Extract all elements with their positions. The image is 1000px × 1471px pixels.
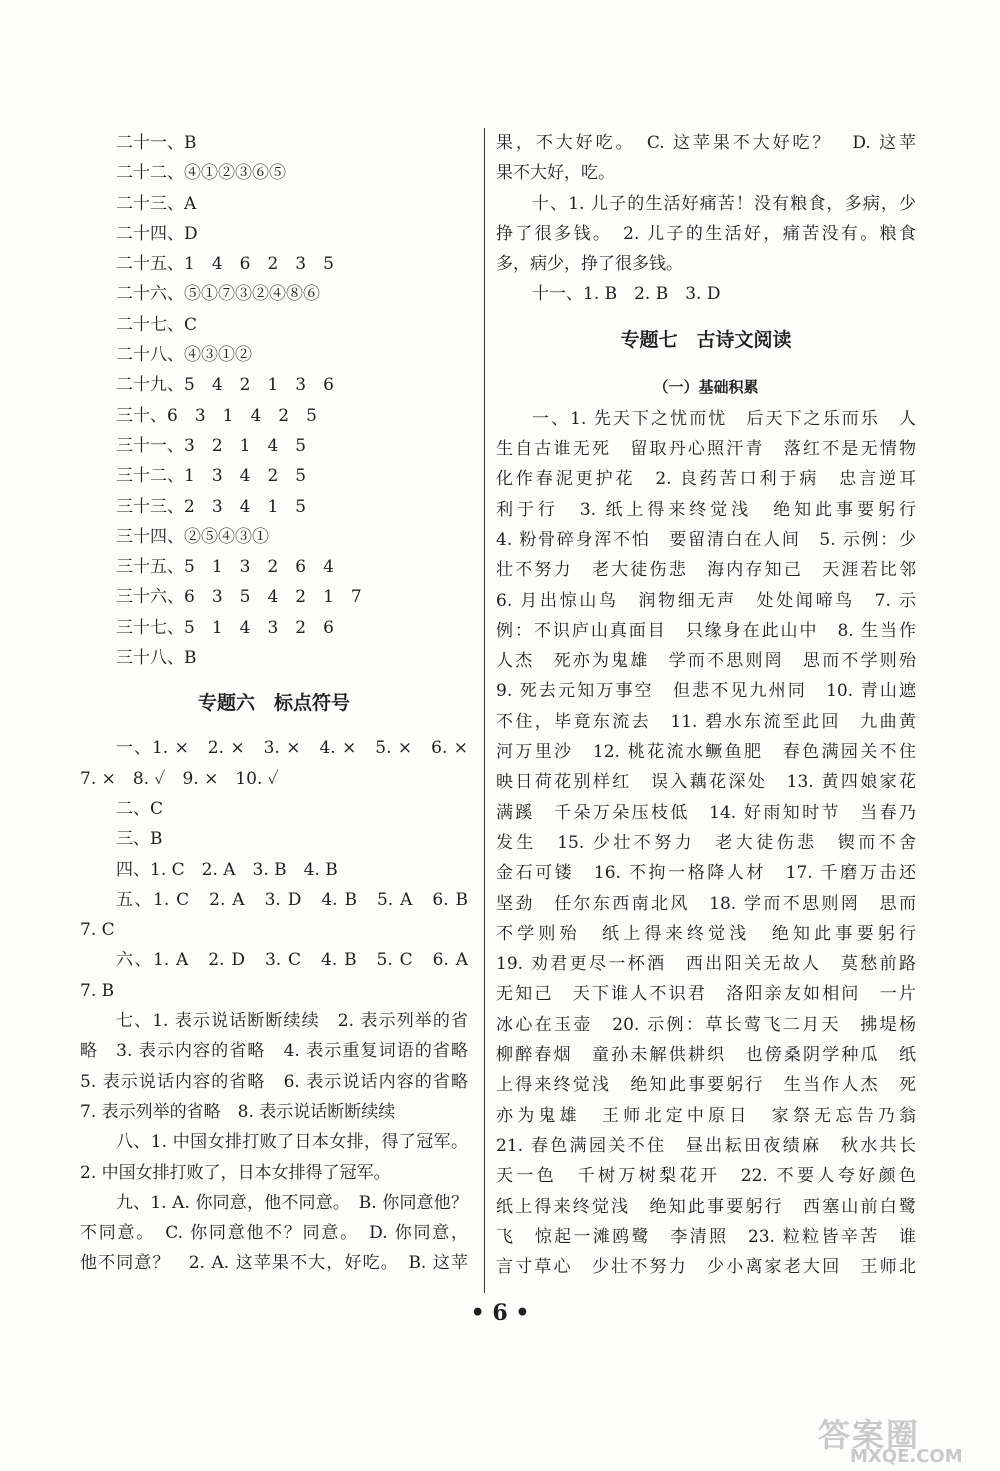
text-line: 利于行 3. 纸上得来终觉浅 绝知此事要躬行	[496, 499, 916, 520]
text-line: 略 3. 表示内容的省略 4. 表示重复词语的省略	[80, 1041, 468, 1062]
text-line: 九、1. A. 你同意，他不同意。 B. 你同意他？	[116, 1192, 468, 1213]
text-line: 9. 死去元知万事空 但悲不见九州同 10. 青山遮	[496, 681, 916, 702]
text-line: 不学则殆 纸上得来终觉浅 绝知此事要躬行	[496, 923, 916, 944]
text-line: 十、1. 儿子的生活好痛苦！没有粮食，多病，少	[532, 193, 916, 214]
text-line: 7. B	[80, 980, 115, 1001]
text-line: 七、1. 表示说话断断续续 2. 表示列举的省	[116, 1011, 468, 1032]
text-line: 金石可镂 16. 不拘一格降人材 17. 千磨万击还	[496, 863, 916, 884]
text-line: 满蹊 千朵万朵压枝低 14. 好雨知时节 当春乃	[496, 802, 916, 823]
text-line: 映日荷花别样红 误入藕花深处 13. 黄四娘家花	[496, 772, 916, 793]
text-line: 例：不识庐山真面目 只缘身在此山中 8. 生当作	[496, 620, 916, 641]
text-line: 五、1. C 2. A 3. D 4. B 5. A 6. B	[116, 889, 468, 910]
text-line: 亦为鬼雄 王师北定中原日 家祭无忘告乃翁	[496, 1105, 916, 1126]
text-line: 不住，毕竟东流去 11. 碧水东流至此回 九曲黄	[496, 711, 916, 732]
text-line: 人杰 死亦为鬼雄 学而不思则罔 思而不学则殆	[496, 651, 916, 672]
text-line: 化作春泥更护花 2. 良药苦口利于病 忠言逆耳	[496, 469, 916, 490]
text-line: 三十七、5 1 4 3 2 6	[116, 617, 334, 638]
text-line: 三十五、5 1 3 2 6 4	[116, 557, 334, 578]
page-number: • 6 •	[470, 1300, 530, 1326]
text-line: 飞 惊起一滩鸥鹭 李清照 23. 粒粒皆辛苦 谁	[496, 1226, 916, 1247]
text-line: 三十六、6 3 5 4 2 1 7	[116, 587, 362, 608]
text-line: 一、1. × 2. × 3. × 4. × 5. × 6. ×	[116, 738, 468, 759]
text-line: 四、1. C 2. A 3. B 4. B	[116, 859, 338, 880]
text-line: 他不同意？ 2. A. 这苹果不大，好吃。 B. 这苹	[80, 1253, 468, 1274]
watermark-logo: 答案圈	[818, 1416, 921, 1454]
text-line: 2. 中国女排打败了，日本女排得了冠军。	[80, 1162, 391, 1183]
text-line: 二十七、C	[116, 314, 198, 335]
text-line: 21. 春色满园关不住 昼出耘田夜绩麻 秋水共长	[496, 1135, 916, 1156]
text-line: 六、1. A 2. D 3. C 4. B 5. C 6. A	[116, 950, 468, 971]
right-column	[496, 128, 916, 1282]
text-line: 19. 劝君更尽一杯酒 西出阳关无故人 莫愁前路	[496, 954, 916, 975]
text-line: 生自古谁无死 留取丹心照汗青 落红不是无情物	[496, 439, 916, 460]
text-line: 三十八、B	[116, 648, 197, 669]
text-line: 二十五、1 4 6 2 3 5	[116, 254, 334, 275]
text-line: 发生 15. 少壮不努力 老大徒伤悲 锲而不舍	[496, 832, 916, 853]
section-heading: 专题七 古诗文阅读	[620, 328, 792, 351]
left-column	[80, 128, 468, 1279]
text-line: 三十三、2 3 4 1 5	[116, 496, 307, 517]
text-line: 河万里沙 12. 桃花流水鳜鱼肥 春色满园关不住	[496, 742, 916, 763]
text-line: 言寸草心 少壮不努力 少小离家老大回 王师北	[496, 1257, 916, 1278]
section-heading: （一）基础积累	[653, 377, 759, 396]
text-line: 7. × 8. ✓ 9. × 10. ✓	[80, 768, 279, 789]
text-line: 三十一、3 2 1 4 5	[116, 435, 307, 456]
text-line: 多，病少，挣了很多钱。	[496, 254, 683, 275]
text-line: 坚劲 任尔东西南北风 18. 学而不思则罔 思而	[496, 893, 916, 914]
text-line: 三、B	[116, 829, 163, 850]
text-line: 十一、1. B 2. B 3. D	[532, 284, 721, 305]
text-line: 三十二、1 3 4 2 5	[116, 466, 307, 487]
text-line: 7. 表示列举的省略 8. 表示说话断断续续	[80, 1101, 396, 1122]
text-line: 果不大好，吃。	[496, 163, 615, 184]
text-line: 三十四、②⑤④③①	[116, 526, 269, 547]
text-line: 6. 月出惊山鸟 润物细无声 处处闻啼鸟 7. 示	[496, 590, 916, 611]
text-line: 二十六、⑤①⑦③②④⑧⑥	[116, 284, 320, 305]
text-line: 二十四、D	[116, 223, 198, 244]
section-heading: 专题六 标点符号	[197, 692, 350, 715]
text-line: 柳醉春烟 童孙未解供耕织 也傍桑阴学种瓜 纸	[496, 1045, 916, 1066]
text-line: 4. 粉骨碎身浑不怕 要留清白在人间 5. 示例：少	[496, 529, 916, 550]
text-line: 冰心在玉壶 20. 示例：草长莺飞二月天 拂堤杨	[496, 1014, 916, 1035]
text-line: 一、1. 先天下之忧而忧 后天下之乐而乐 人	[532, 408, 916, 429]
watermark-url: MXQE.COM	[850, 1446, 963, 1467]
column-divider	[484, 128, 485, 1293]
text-line: 天一色 千树万树梨花开 22. 不要人夸好颜色	[496, 1166, 916, 1187]
text-line: 果，不大好吃。 C. 这苹果不大好吃？ D. 这苹	[496, 133, 916, 153]
text-line: 三十、6 3 1 4 2 5	[116, 405, 317, 426]
text-line: 挣了很多钱。 2. 儿子的生活好，痛苦没有。粮食	[496, 223, 916, 244]
text-line: 不同意。 C. 你同意他不？同意。 D. 你同意，	[80, 1223, 468, 1244]
text-line: 5. 表示说话内容的省略 6. 表示说话内容的省略	[80, 1071, 468, 1092]
text-line: 无知己 天下谁人不识君 洛阳亲友如相问 一片	[496, 984, 916, 1005]
text-line: 二十二、④①②③⑥⑤	[116, 163, 286, 184]
text-line: 二十九、5 4 2 1 3 6	[116, 375, 334, 396]
text-line: 纸上得来终觉浅 绝知此事要躬行 西塞山前白鹭	[496, 1196, 916, 1217]
watermark	[800, 1410, 1000, 1470]
text-line: 二十一、B	[116, 133, 197, 153]
text-line: 上得来终觉浅 绝知此事要躬行 生当作人杰 死	[496, 1075, 916, 1096]
text-line: 二十三、A	[116, 193, 197, 214]
text-line: 八、1. 中国女排打败了日本女排，得了冠军。	[116, 1132, 468, 1153]
text-line: 壮不努力 老大徒伤悲 海内存知己 天涯若比邻	[496, 560, 916, 581]
text-line: 7. C	[80, 920, 115, 941]
text-line: 二十八、④③①②	[116, 345, 252, 366]
text-line: 二、C	[116, 798, 164, 819]
